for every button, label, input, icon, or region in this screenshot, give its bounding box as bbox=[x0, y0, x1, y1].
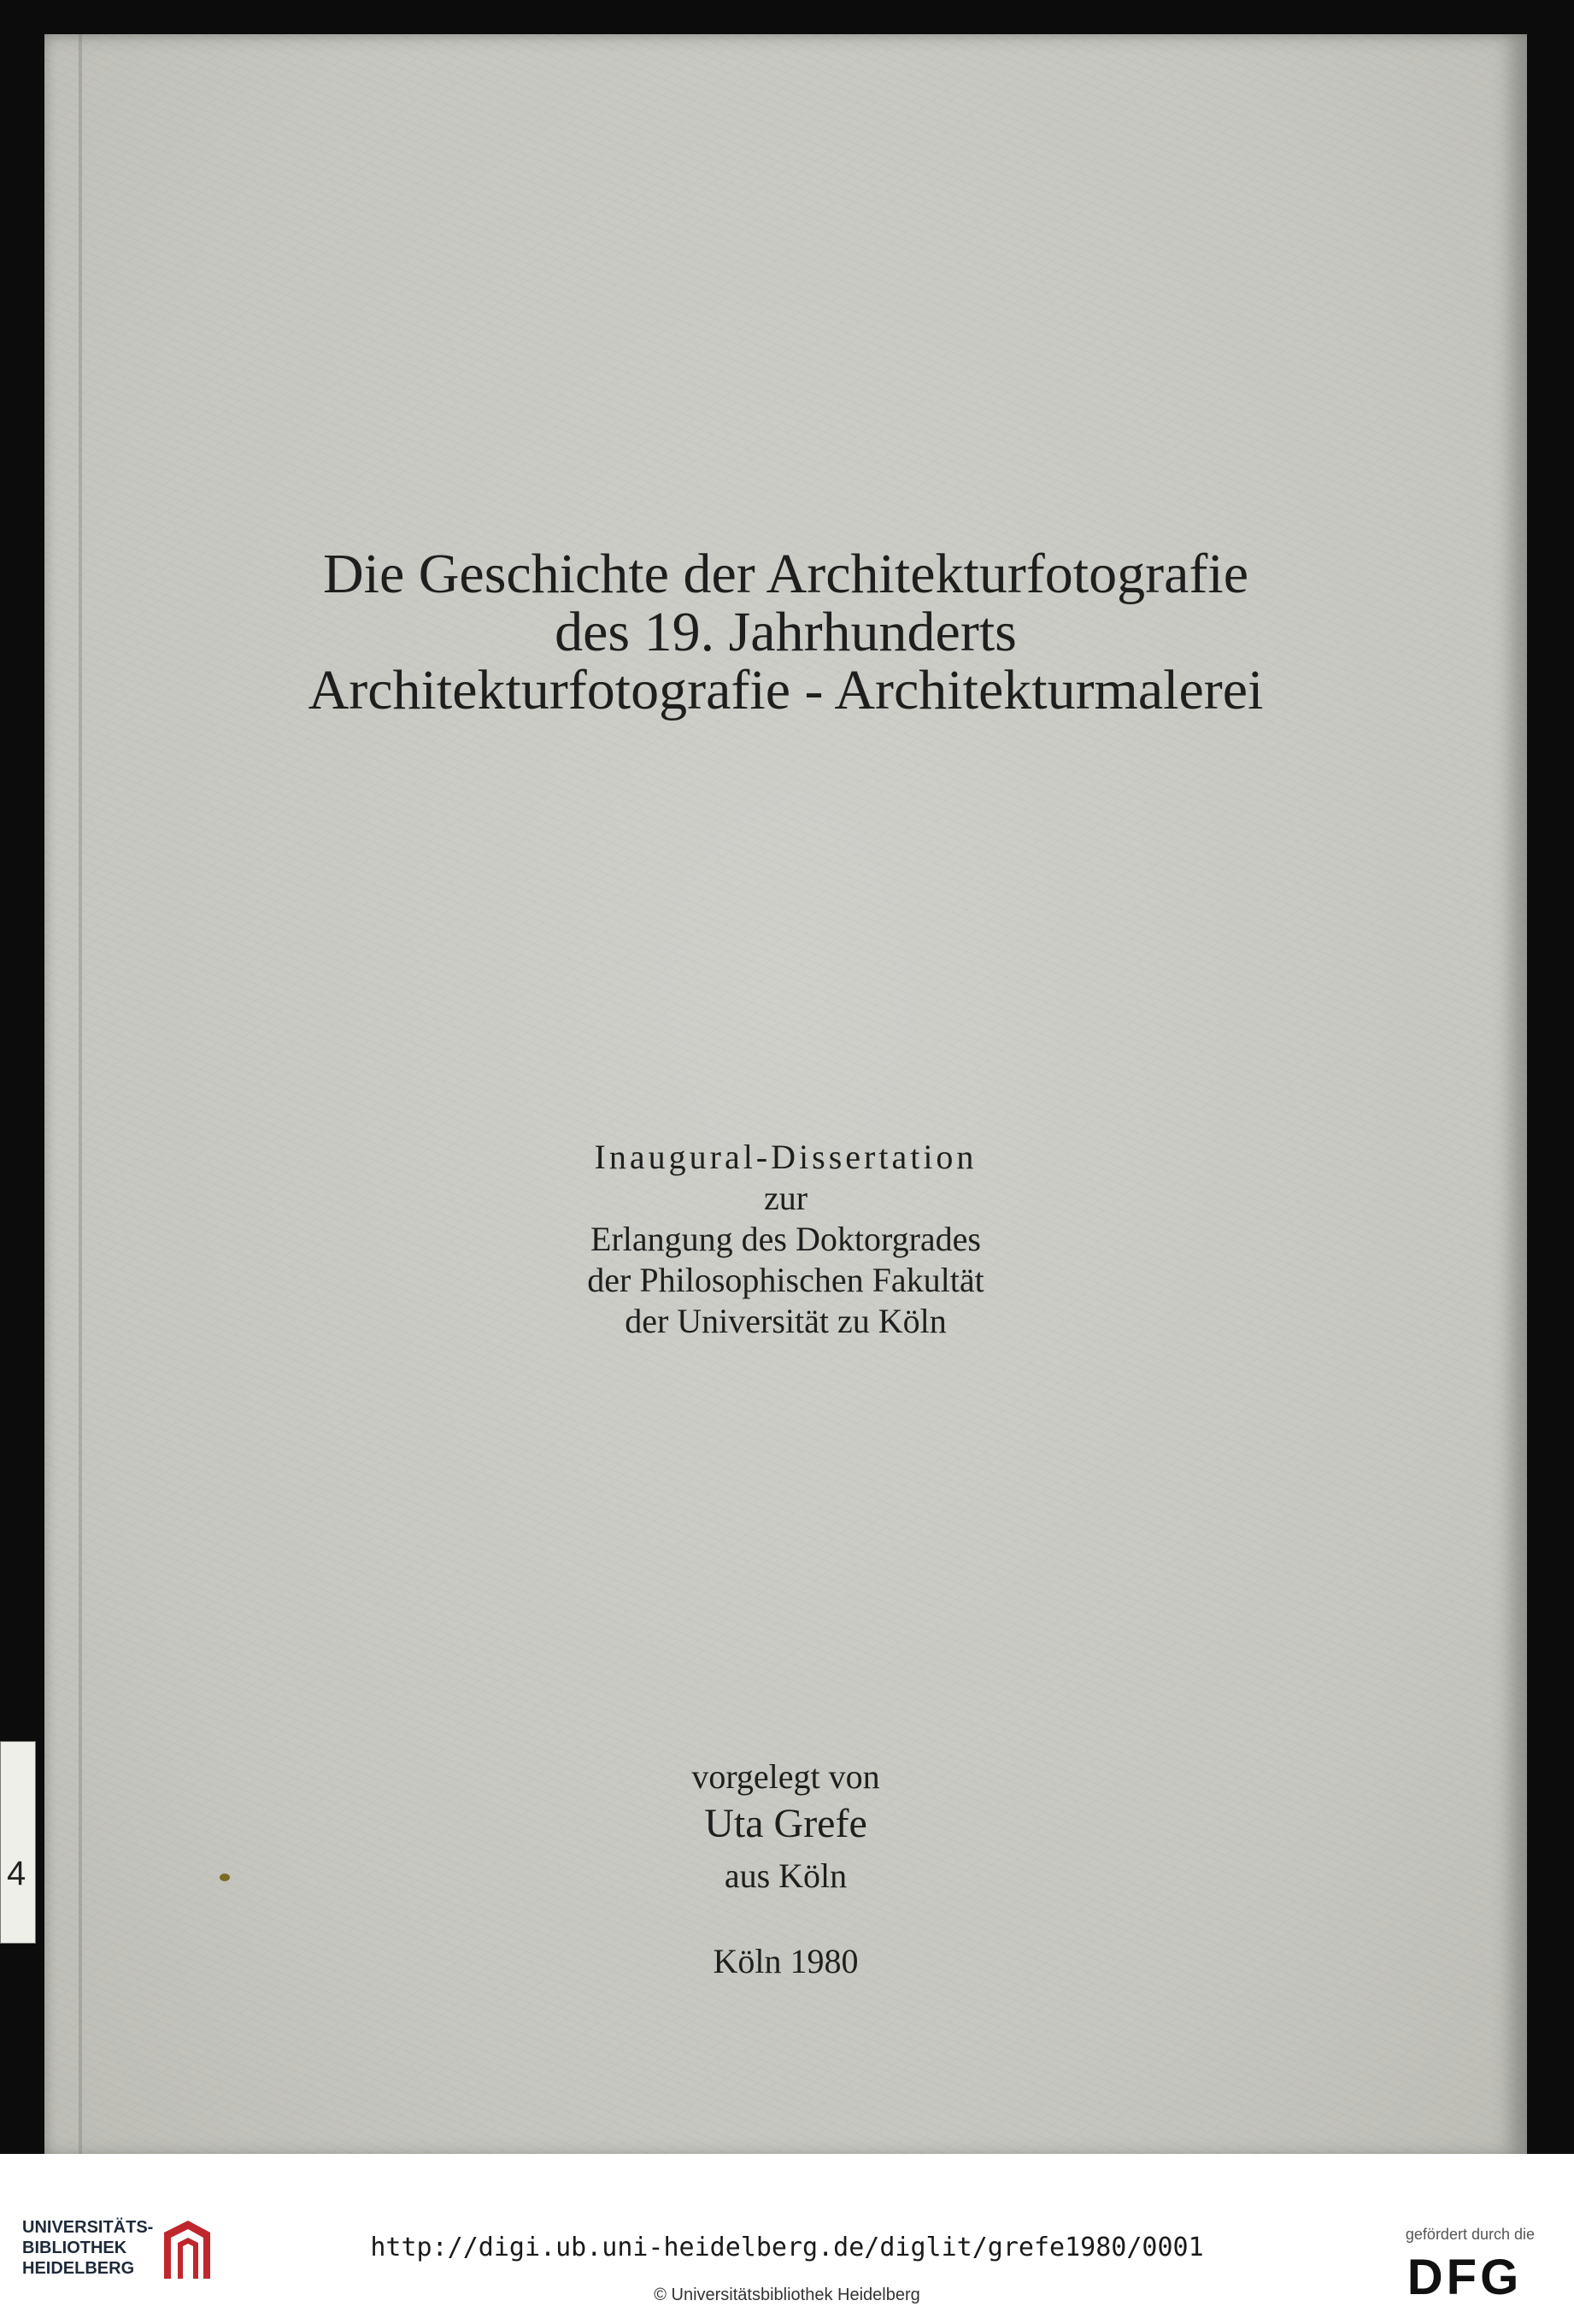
cover-title bbox=[44, 545, 1527, 720]
author-block bbox=[44, 1756, 1527, 1982]
dissertation-line-2: zur bbox=[763, 1179, 808, 1217]
funded-by-label: gefördert durch die bbox=[1405, 2226, 1535, 2243]
presented-by: vorgelegt von bbox=[691, 1757, 880, 1796]
title-line-2: des 19. Jahrhunderts bbox=[555, 601, 1017, 663]
dissertation-statement bbox=[44, 1137, 1527, 1342]
dfg-logo-text: DFG bbox=[1407, 2250, 1523, 2301]
library-name-line-3: HEIDELBERG bbox=[22, 2259, 135, 2278]
shelf-label bbox=[0, 1741, 36, 1944]
library-name-line-2: BIBLIOTHEK bbox=[22, 2239, 127, 2257]
author-name: Uta Grefe bbox=[704, 1801, 867, 1846]
dissertation-line-3: Erlangung des Doktorgrades bbox=[590, 1220, 981, 1258]
library-name-line-1: UNIVERSITÄTS- bbox=[22, 2218, 154, 2237]
title-line-3: Architekturfotografie - Architekturmalerei bbox=[308, 659, 1264, 721]
copyright-notice: © Universitätsbibliothek Heidelberg bbox=[654, 2286, 920, 2304]
dissertation-line-4: der Philosophischen Fakultät bbox=[587, 1261, 984, 1299]
dissertation-line-1: Inaugural-Dissertation bbox=[594, 1138, 978, 1176]
place-year: Köln 1980 bbox=[713, 1942, 859, 1980]
shelf-label-digit: 4 bbox=[7, 1855, 26, 1892]
permalink-url[interactable]: http://digi.ub.uni-heidelberg.de/diglit/grefe1980/0001 bbox=[370, 2233, 1204, 2262]
book-cover bbox=[44, 34, 1527, 2157]
dissertation-line-5: der Universität zu Köln bbox=[625, 1302, 947, 1340]
footer-bar bbox=[0, 2154, 1574, 2324]
title-line-1: Die Geschichte der Architekturfotografie bbox=[322, 543, 1249, 605]
author-origin: aus Köln bbox=[724, 1856, 848, 1895]
dfg-logo-icon[interactable] bbox=[1389, 2250, 1540, 2301]
